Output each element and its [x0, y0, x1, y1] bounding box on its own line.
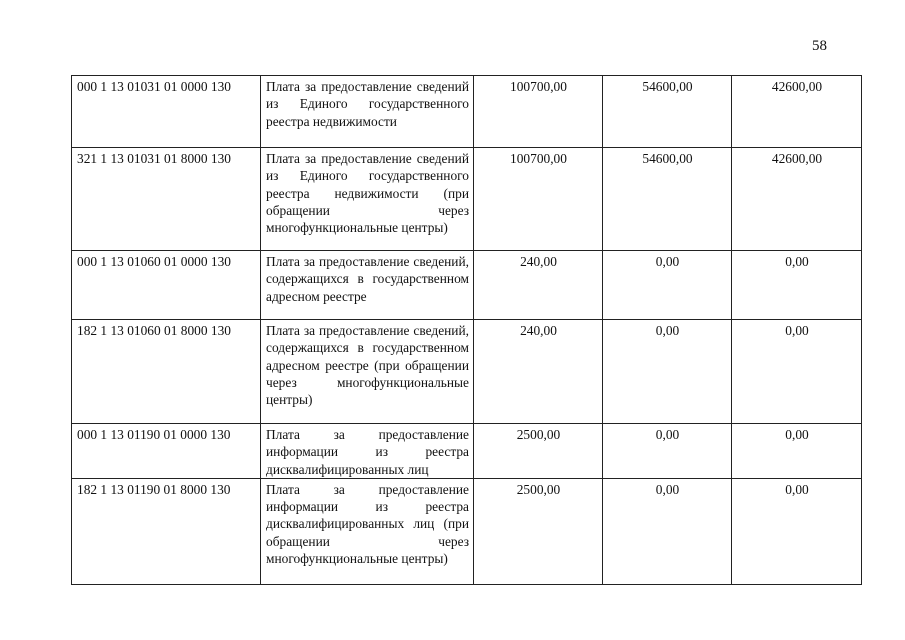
- amount-cell-3: 42600,00: [732, 76, 862, 148]
- amount-cell-3: 0,00: [732, 478, 862, 584]
- amount-cell-3: 0,00: [732, 424, 862, 479]
- budget-code-cell: 321 1 13 01031 01 8000 130: [72, 148, 261, 251]
- revenue-name-cell: Плата за предоставление информации из реестра дисквалифицированных лиц: [261, 424, 474, 479]
- amount-cell-3: 42600,00: [732, 148, 862, 251]
- amount-cell-1: 240,00: [474, 320, 603, 424]
- amount-cell-1: 240,00: [474, 251, 603, 320]
- amount-cell-1: 2500,00: [474, 424, 603, 479]
- revenue-name-cell: Плата за предоставление сведений, содержащихся в государственном адресном реестре: [261, 251, 474, 320]
- revenue-name-cell: Плата за предоставление сведений, содержащихся в государственном адресном реестре (при обращении через многофункциональные центры): [261, 320, 474, 424]
- amount-cell-2: 0,00: [603, 320, 732, 424]
- budget-code-cell: 000 1 13 01190 01 0000 130: [72, 424, 261, 479]
- page-number: 58: [812, 38, 827, 54]
- amount-cell-2: 0,00: [603, 251, 732, 320]
- amount-cell-1: 100700,00: [474, 76, 603, 148]
- budget-code-cell: 182 1 13 01190 01 8000 130: [72, 478, 261, 584]
- amount-cell-2: 0,00: [603, 424, 732, 479]
- amount-cell-1: 2500,00: [474, 478, 603, 584]
- amount-cell-2: 54600,00: [603, 148, 732, 251]
- table-row: [72, 320, 862, 424]
- revenue-table: [71, 75, 862, 585]
- amount-cell-2: 54600,00: [603, 76, 732, 148]
- table-row: [72, 424, 862, 479]
- amount-cell-1: 100700,00: [474, 148, 603, 251]
- amount-cell-2: 0,00: [603, 478, 732, 584]
- table-row: [72, 148, 862, 251]
- table-row: [72, 478, 862, 584]
- budget-code-cell: 000 1 13 01060 01 0000 130: [72, 251, 261, 320]
- amount-cell-3: 0,00: [732, 251, 862, 320]
- table-row: [72, 76, 862, 148]
- budget-code-cell: 182 1 13 01060 01 8000 130: [72, 320, 261, 424]
- revenue-name-cell: Плата за предоставление сведений из Единого государственного реестра недвижимости: [261, 76, 474, 148]
- table-row: [72, 251, 862, 320]
- revenue-name-cell: Плата за предоставление сведений из Единого государственного реестра недвижимости (при обращении через многофункциональные центры): [261, 148, 474, 251]
- revenue-name-cell: Плата за предоставление информации из реестра дисквалифицированных лиц (при обращении через многофункциональные центры): [261, 478, 474, 584]
- amount-cell-3: 0,00: [732, 320, 862, 424]
- budget-code-cell: 000 1 13 01031 01 0000 130: [72, 76, 261, 148]
